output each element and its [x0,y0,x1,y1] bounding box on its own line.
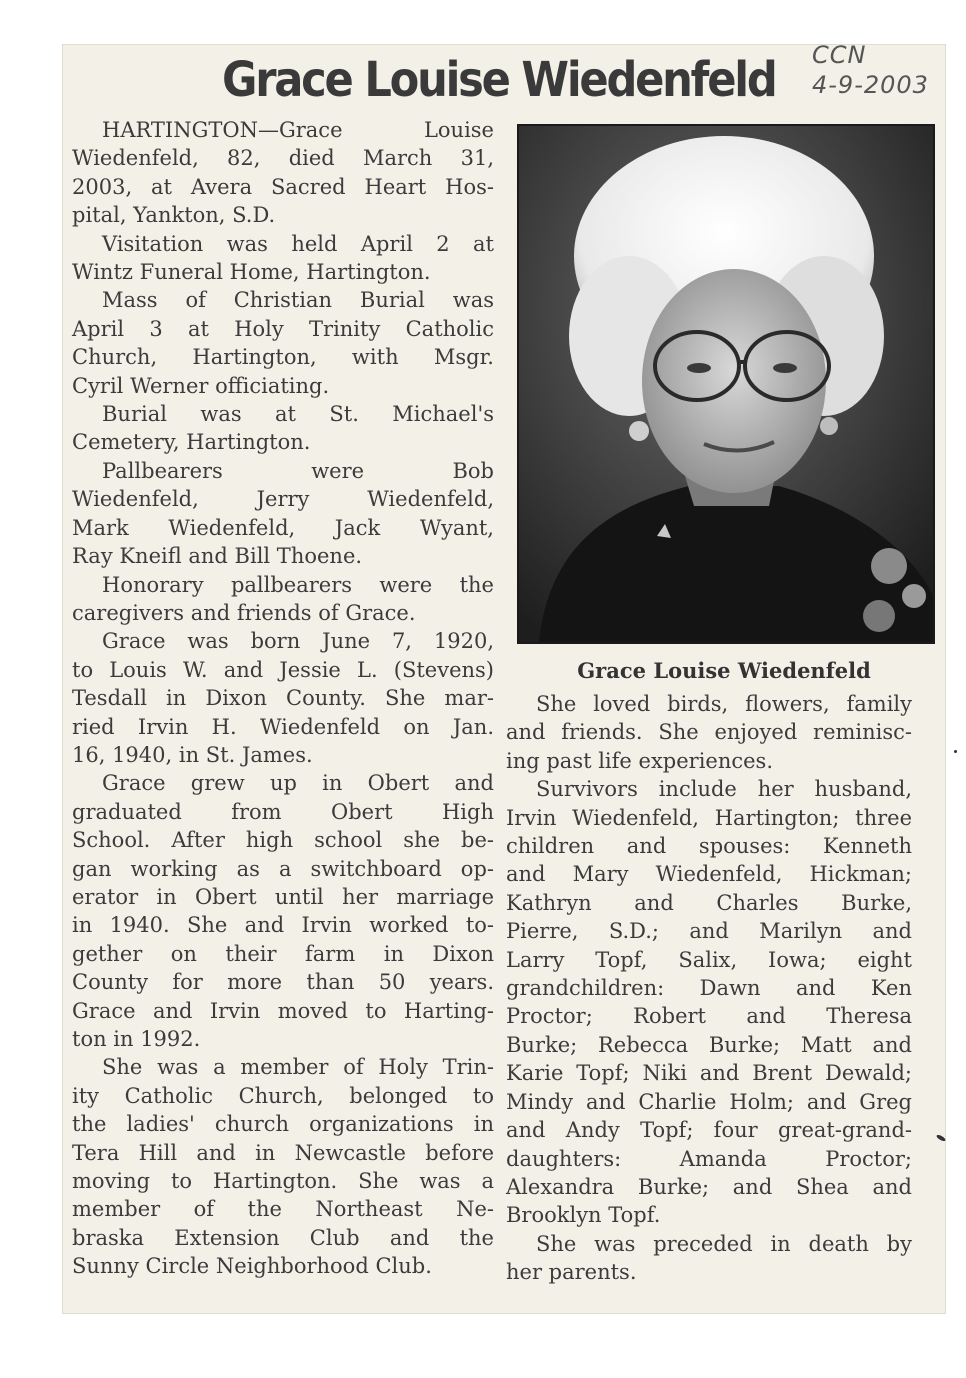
scan-speck [954,750,957,753]
text-line: member of the Northeast Ne- [72,1197,494,1222]
text-line: daughters: Amanda Proctor; [506,1146,912,1171]
text-line: Irvin Wiedenfeld, Hartington; three [506,805,912,830]
text-line: Wintz Funeral Home, Hartington. [72,260,431,285]
text-line: Cemetery, Hartington. [72,430,311,455]
text-line: Ray Kneifl and Bill Thoene. [72,544,363,569]
text-line: Burial was at St. Michael's [102,402,494,427]
text-line: Karie Topf; Niki and Brent Dewald; [506,1061,912,1086]
text-line: Proctor; Robert and Theresa [506,1004,912,1029]
text-line: the ladies' church organizations in [72,1112,494,1137]
text-line: Grace and Irvin moved to Harting- [72,998,494,1023]
text-line: ried Irvin H. Wiedenfeld on Jan. [72,714,494,739]
text-line: ton in 1992. [72,1027,201,1051]
text-line: April 3 at Holy Trinity Catholic [72,316,494,341]
text-line: gan working as a switchboard op- [72,856,494,881]
text-line: She was a member of Holy Trin- [102,1055,494,1080]
photo-caption: Grace Louise Wiedenfeld [577,658,871,683]
text-line: Alexandra Burke; and Shea and [506,1174,912,1199]
text-line: She loved birds, flowers, family [536,692,912,716]
text-line: 2003, at Avera Sacred Heart Hos- [72,174,494,199]
text-line: 16, 1940, in St. James. [72,742,313,767]
text-line: in 1940. She and Irvin worked to- [72,913,494,938]
text-line: pital, Yankton, S.D. [72,203,276,228]
text-line: graduated from Obert High [72,799,494,824]
text-line: Larry Topf, Salix, Iowa; eight [506,947,912,972]
text-line: Kathryn and Charles Burke, [506,890,912,915]
text-line: Visitation was held April 2 at [102,231,494,256]
text-line: her parents. [506,1260,637,1285]
text-line: ing past life experiences. [506,748,774,773]
text-line: caregivers and friends of Grace. [72,600,416,625]
text-line: Tesdall in Dixon County. She mar- [72,686,494,711]
handwritten-annotation [812,40,929,100]
text-line: Church, Hartington, with Msgr. [72,345,494,370]
text-line: Wiedenfeld, Jerry Wiedenfeld, [72,487,494,512]
text-line: ity Catholic Church, belonged to [72,1083,494,1108]
text-line: to Louis W. and Jessie L. (Stevens) [72,657,494,682]
text-line: Pallbearers were Bob [102,458,494,483]
text-line: Tera Hill and in Newcastle before [72,1140,494,1165]
text-line: School. After high school she be- [72,828,494,853]
text-line: Grace grew up in Obert and [102,771,494,796]
text-line: Honorary pallbearers were the [102,572,494,597]
text-line: and friends. She enjoyed reminisc- [506,720,912,745]
text-line: children and spouses: Kenneth [506,834,912,859]
text-line: Wiedenfeld, 82, died March 31, [72,146,494,171]
portrait-photo [517,124,935,644]
text-line: gether on their farm in Dixon [72,941,494,966]
text-line: Grace was born June 7, 1920, [102,629,494,654]
text-line: and Andy Topf; four great-grand- [506,1118,912,1143]
handwritten-source: CCN [812,41,867,69]
text-line: moving to Hartington. She was a [72,1169,494,1194]
portrait-illustration [519,126,933,642]
text-line: Mark Wiedenfeld, Jack Wyant, [72,515,494,540]
text-line: Burke; Rebecca Burke; Matt and [506,1032,912,1057]
text-line: grandchildren: Dawn and Ken [506,976,912,1001]
text-line: Sunny Circle Neighborhood Club. [72,1254,432,1279]
text-line: Survivors include her husband, [536,777,912,802]
obituary-right-column [506,690,912,1287]
text-line: Mass of Christian Burial was [102,288,494,313]
obituary-left-column [72,116,494,1281]
text-line: County for more than 50 years. [72,970,494,995]
text-line: Cyril Werner officiating. [72,373,330,398]
text-line: She was preceded in death by [536,1231,912,1256]
handwritten-date: 4-9-2003 [812,71,929,99]
text-line: Mindy and Charlie Holm; and Greg [506,1089,912,1114]
text-line: Pierre, S.D.; and Marilyn and [506,919,912,944]
text-line: Brooklyn Topf. [506,1203,661,1228]
text-line: erator in Obert until her marriage [72,884,494,909]
text-line: and Mary Wiedenfeld, Hickman; [506,862,912,887]
text-line: HARTINGTON—Grace Louise [102,118,494,142]
obituary-headline: Grace Louise Wiedenfeld [222,52,776,108]
text-line: braska Extension Club and the [72,1225,494,1250]
